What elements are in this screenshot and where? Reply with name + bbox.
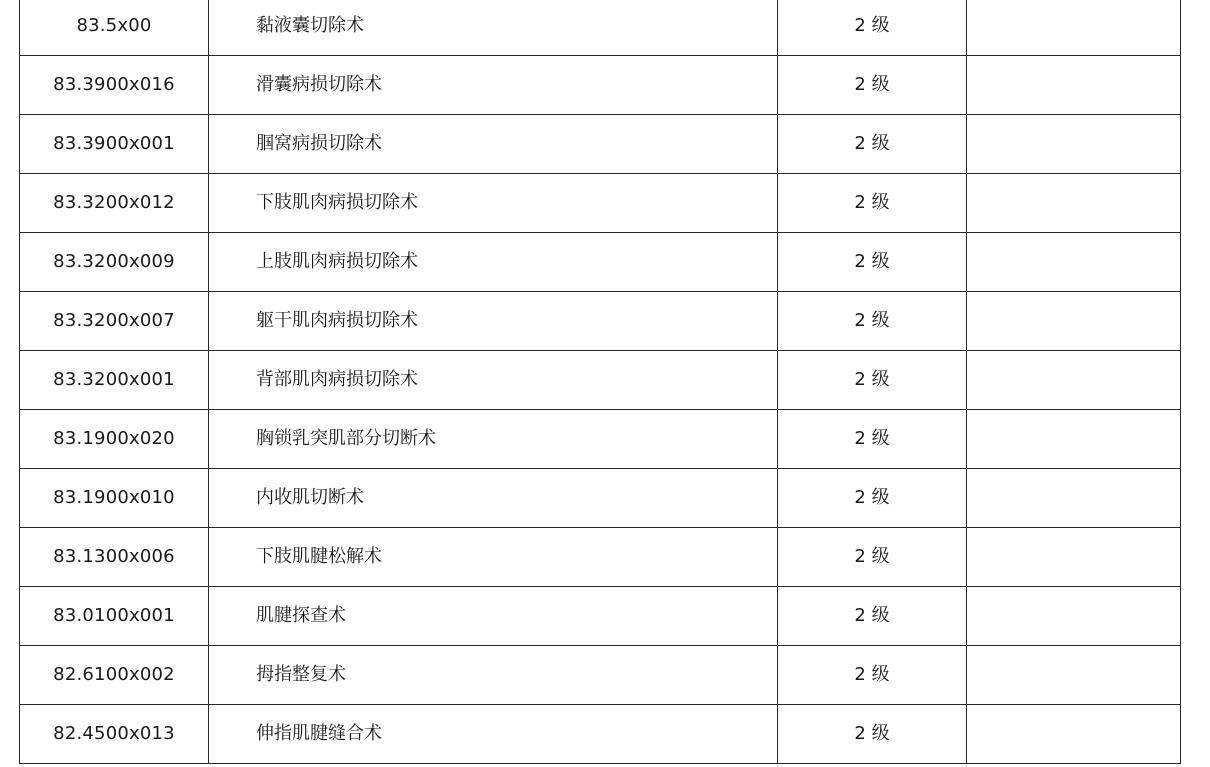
table-row <box>20 292 1181 351</box>
procedure-code-cell: 83.3900x001 <box>20 115 209 174</box>
procedure-code-cell: 82.4500x013 <box>20 705 209 764</box>
procedure-code-cell: 83.0100x001 <box>20 587 209 646</box>
procedure-level-cell: 2 级 <box>778 469 967 528</box>
table-row <box>20 410 1181 469</box>
procedure-level-cell: 2 级 <box>778 705 967 764</box>
table-row <box>20 351 1181 410</box>
procedure-code-cell: 83.1300x006 <box>20 528 209 587</box>
table-row <box>20 56 1181 115</box>
procedure-note-cell <box>967 469 1181 528</box>
procedure-level-cell: 2 级 <box>778 292 967 351</box>
procedure-name-cell: 背部肌肉病损切除术 <box>209 351 778 410</box>
table-row <box>20 0 1181 56</box>
procedure-code-cell: 83.3200x012 <box>20 174 209 233</box>
procedure-name-cell: 伸指肌腱缝合术 <box>209 705 778 764</box>
procedure-note-cell <box>967 528 1181 587</box>
procedure-level-cell: 2 级 <box>778 0 967 56</box>
procedure-level-cell: 2 级 <box>778 587 967 646</box>
procedure-name-cell: 下肢肌腱松解术 <box>209 528 778 587</box>
procedure-note-cell <box>967 587 1181 646</box>
procedure-name-cell: 拇指整复术 <box>209 646 778 705</box>
procedure-code-cell: 83.3200x001 <box>20 351 209 410</box>
table-row <box>20 705 1181 764</box>
procedure-level-cell: 2 级 <box>778 646 967 705</box>
procedure-note-cell <box>967 233 1181 292</box>
procedure-note-cell <box>967 174 1181 233</box>
procedure-note-cell <box>967 410 1181 469</box>
procedure-name-cell: 腘窝病损切除术 <box>209 115 778 174</box>
procedure-level-cell: 2 级 <box>778 233 967 292</box>
procedure-table <box>19 0 1181 764</box>
procedure-name-cell: 上肢肌肉病损切除术 <box>209 233 778 292</box>
procedure-note-cell <box>967 351 1181 410</box>
table-row <box>20 174 1181 233</box>
procedure-name-cell: 下肢肌肉病损切除术 <box>209 174 778 233</box>
procedure-note-cell <box>967 56 1181 115</box>
procedure-level-cell: 2 级 <box>778 56 967 115</box>
procedure-name-cell: 胸锁乳突肌部分切断术 <box>209 410 778 469</box>
table-row <box>20 646 1181 705</box>
table-row <box>20 233 1181 292</box>
procedure-level-cell: 2 级 <box>778 115 967 174</box>
procedure-code-cell: 83.1900x010 <box>20 469 209 528</box>
procedure-note-cell <box>967 0 1181 56</box>
procedure-name-cell: 内收肌切断术 <box>209 469 778 528</box>
procedure-level-cell: 2 级 <box>778 410 967 469</box>
procedure-level-cell: 2 级 <box>778 528 967 587</box>
procedure-code-cell: 83.3900x016 <box>20 56 209 115</box>
procedure-note-cell <box>967 705 1181 764</box>
procedure-name-cell: 滑囊病损切除术 <box>209 56 778 115</box>
table-row <box>20 469 1181 528</box>
procedure-level-cell: 2 级 <box>778 174 967 233</box>
procedure-code-cell: 83.3200x007 <box>20 292 209 351</box>
procedure-code-cell: 83.5x00 <box>20 0 209 56</box>
procedure-note-cell <box>967 292 1181 351</box>
procedure-note-cell <box>967 646 1181 705</box>
procedure-name-cell: 黏液囊切除术 <box>209 0 778 56</box>
procedure-note-cell <box>967 115 1181 174</box>
table-row <box>20 587 1181 646</box>
procedure-level-cell: 2 级 <box>778 351 967 410</box>
table-row <box>20 528 1181 587</box>
procedure-name-cell: 肌腱探查术 <box>209 587 778 646</box>
procedure-code-cell: 83.3200x009 <box>20 233 209 292</box>
table-row <box>20 115 1181 174</box>
procedure-code-cell: 82.6100x002 <box>20 646 209 705</box>
procedure-code-cell: 83.1900x020 <box>20 410 209 469</box>
procedure-name-cell: 躯干肌肉病损切除术 <box>209 292 778 351</box>
